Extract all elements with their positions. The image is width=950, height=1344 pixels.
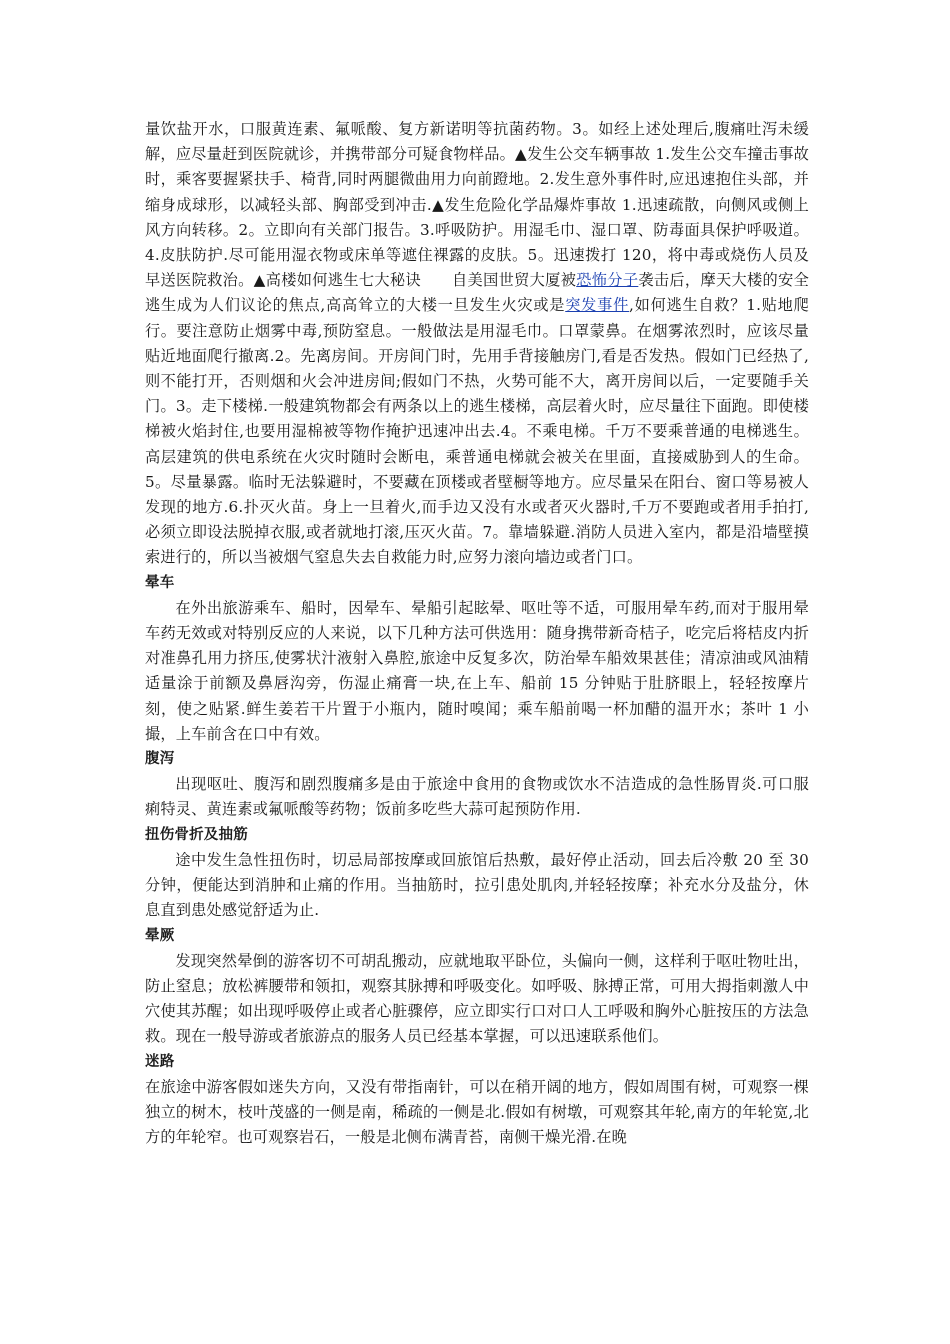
intro-text-3: ,如何逃生自救？1.贴地爬行。要注意防止烟雾中毒,预防窒息。一般做法是用湿毛巾。口罩蒙鼻。在烟雾浓烈时，应该尽量贴近地面爬行撤离.2。先离房间。开房间门时，先用手背接触房门,看是否发热。假如门已经热了,则不能打开，否则烟和火会冲进房间;假如门不热，火势可能不大，离开房间以后，一定要随手关门。3。走下楼梯.一般建筑物都会有两条以上的逃生楼梯，高层着火时，应尽量往下面跑。即使楼梯被火焰封住,也要用湿棉被等物作掩护迅速冲出去.4。不乘电梯。千万不要乘普通的电梯逃生。高层建筑的供电系统在火灾时随时会断电，乘普通电梯就会被关在里面，直接威胁到人的生命。5。尽量暴露。临时无法躲避时，不要藏在顶楼或者壁橱等地方。应尽量呆在阳台、窗口等易被人发现的地方.6.扑灭火苗。身上一旦着火,而手边又没有水或者灭火器时,千万不要跑或者用手拍打,必须立即设法脱掉衣服,或者就地打滚,压灭火苗。7。靠墙躲避.消防人员进入室内，都是沿墙壁摸索进行的，所以当被烟气窒息失去自救能力时,应努力滚向墙边或者门口。: [145, 296, 809, 567]
emergency-link[interactable]: 突发事件: [565, 296, 630, 315]
intro-text-1: 量饮盐开水，口服黄连素、氟哌酸、复方新诺明等抗菌药物。3。如经上述处理后,腹痛吐泻未缓解，应尽量赶到医院就诊，并携带部分可疑食物样品。▲发生公交车辆事故 1.发生公交车撞击事故时，乘客要握紧扶手、椅背,同时两腿微曲用力向前蹬地。2.发生意外事件时,应迅速抱住头部，并缩身成球形，以减轻头部、胸部受到冲击.▲发生危险化学品爆炸事故 1.迅速疏散，向侧风或侧上风方向转移。2。立即向有关部门报告。3.呼吸防护。用湿毛巾、湿口罩、防毒面具保护呼吸道。4.皮肤防护.尽可能用湿衣物或床单等遮住裸露的皮肤。5。迅速拨打 120，将中毒或烧伤人员及早送医院救治。▲高楼如何逃生七大秘诀 自美国世贸大厦被: [145, 120, 809, 290]
intro-text-2: 袭击后，摩天大楼的安全逃生成为人们议论的焦点,高高耸立的大楼一旦发生火灾或是: [145, 271, 809, 315]
section-body-fainting: 发现突然晕倒的游客切不可胡乱搬动，应就地取平卧位，头偏向一侧，这样利于呕吐物吐出，防止窒息；放松裤腰带和领扣，观察其脉搏和呼吸变化。如呼吸、脉搏正常，可用大拇指刺激人中穴使其苏醒；如出现呼吸停止或者心脏骤停，应立即实行口对口人工呼吸和胸外心脏按压的方法急救。现在一般导游或者旅游点的服务人员已经基本掌握，可以迅速联系他们。: [145, 951, 809, 1046]
section-body-lost: 在旅途中游客假如迷失方向，又没有带指南针，可以在稍开阔的地方，假如周围有树，可观察一棵独立的树木，枝叶茂盛的一侧是南，稀疏的一侧是北.假如有树墩，可观察其年轮,南方的年轮宽,北方的年轮窄。也可观察岩石，一般是北侧布满青苔，南侧干燥光滑.在晚: [145, 1077, 809, 1147]
terrorist-link[interactable]: 恐怖分子: [576, 271, 639, 290]
intro-paragraph: [145, 117, 809, 571]
section-heading-lost: 迷路: [145, 1053, 175, 1070]
section-heading-diarrhea: 腹泻: [145, 751, 175, 768]
section-body-diarrhea: 出现呕吐、腹泻和剧烈腹痛多是由于旅途中食用的食物或饮水不洁造成的急性肠胃炎.可口服痢特灵、黄连素或氟哌酸等药物；饭前多吃些大蒜可起预防作用.: [145, 775, 809, 819]
section-body-motion-sickness: 在外出旅游乘车、船时，因晕车、晕船引起眩晕、呕吐等不适，可服用晕车药,而对于服用晕车药无效或对特别反应的人来说，以下几种方法可供选用：随身携带新奇桔子，吃完后将桔皮内折对准鼻孔用力挤压,使雾状汁液射入鼻腔,旅途中反复多次，防治晕车船效果甚佳；清凉油或风油精适量涂于前额及鼻唇沟旁，伤湿止痛膏一块,在上车、船前 15 分钟贴于肚脐眼上，轻轻按摩片刻，使之贴紧.鲜生姜若干片置于小瓶内，随时嗅闻；乘车船前喝一杯加醋的温开水；茶叶 1 小撮，上车前含在口中有效。: [145, 598, 809, 743]
document-page: [145, 117, 809, 1150]
section-heading-fainting: 晕厥: [145, 927, 175, 944]
section-heading-motion-sickness: 晕车: [145, 574, 175, 591]
section-body-sprain: 途中发生急性扭伤时，切忌局部按摩或回旅馆后热敷，最好停止活动，回去后冷敷 20 至 30 分钟，便能达到消肿和止痛的作用。当抽筋时，拉引患处肌肉,并轻轻按摩；补充水分及盐分，休息直到患处感觉舒适为止.: [145, 850, 809, 920]
section-heading-sprain: 扭伤骨折及抽筋: [145, 826, 248, 843]
